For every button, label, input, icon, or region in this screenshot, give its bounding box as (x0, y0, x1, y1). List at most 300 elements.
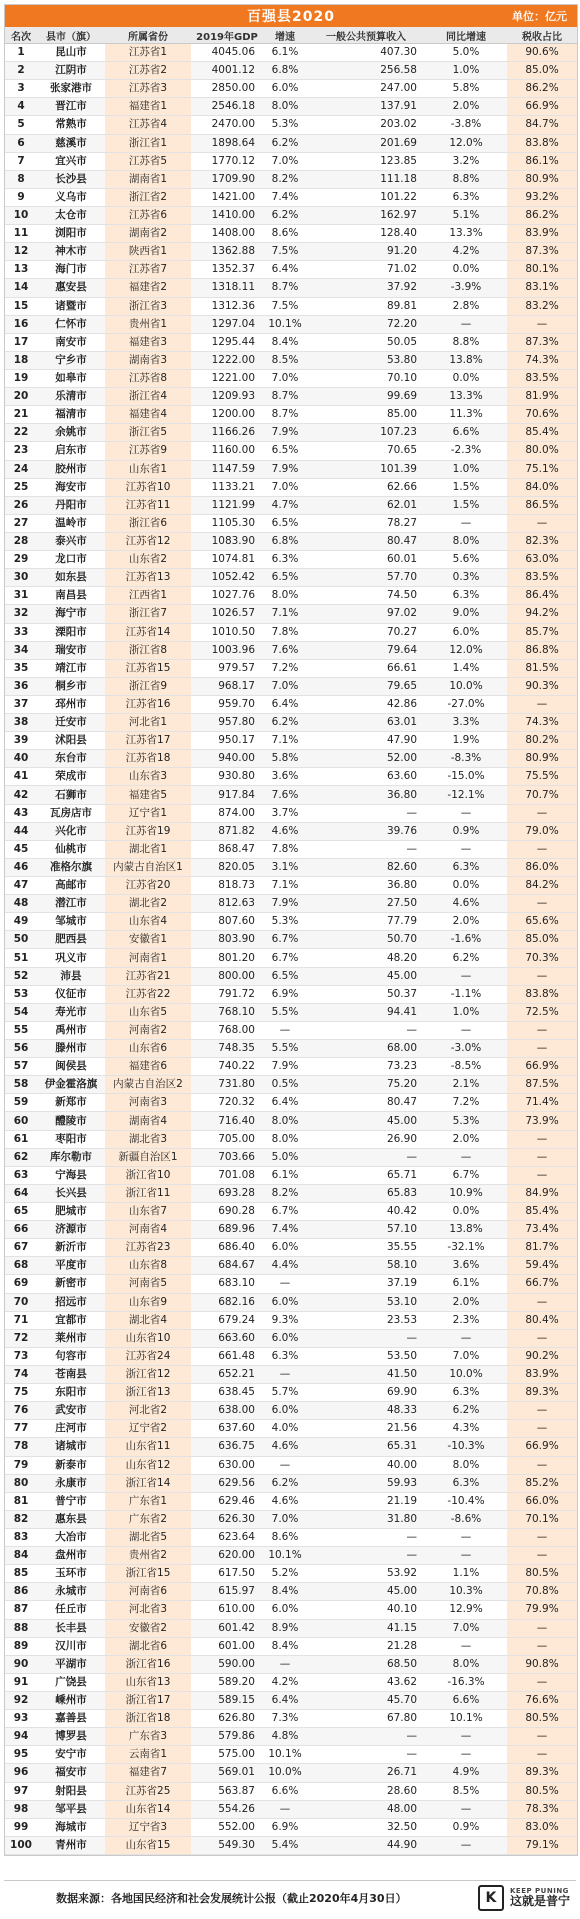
county-cell: 高邮市 (37, 877, 105, 895)
growth-cell: 7.4% (263, 188, 307, 206)
rankings-table (5, 27, 577, 1855)
rank-cell: 3 (5, 80, 37, 98)
tax-share-cell: — (507, 315, 577, 333)
yoy-cell: -10.4% (425, 1492, 507, 1510)
tax-share-cell: 85.0% (507, 931, 577, 949)
revenue-cell: 70.65 (307, 442, 425, 460)
province-cell: 浙江省9 (105, 677, 191, 695)
rank-cell: 59 (5, 1094, 37, 1112)
yoy-cell: 2.8% (425, 297, 507, 315)
rank-cell: 76 (5, 1402, 37, 1420)
revenue-cell: 67.80 (307, 1710, 425, 1728)
province-cell: 江苏省11 (105, 496, 191, 514)
growth-cell: 6.3% (263, 1347, 307, 1365)
gdp-cell: 589.15 (191, 1691, 263, 1709)
province-cell: 湖南省4 (105, 1112, 191, 1130)
rank-cell: 8 (5, 170, 37, 188)
gdp-cell: 868.47 (191, 840, 263, 858)
province-cell: 湖北省2 (105, 895, 191, 913)
table-row (5, 695, 577, 713)
rank-cell: 95 (5, 1746, 37, 1764)
table-row (5, 1800, 577, 1818)
table-row (5, 587, 577, 605)
growth-cell: 6.1% (263, 1166, 307, 1184)
table-row (5, 1728, 577, 1746)
table-row (5, 188, 577, 206)
tax-share-cell: 83.0% (507, 1818, 577, 1836)
source-note: 数据来源：各地国民经济和社会发展统计公报（截止2020年4月30日） (56, 1892, 407, 1905)
yoy-cell: 5.8% (425, 80, 507, 98)
county-cell: 江阴市 (37, 62, 105, 80)
table-row (5, 1239, 577, 1257)
tax-share-cell: 86.1% (507, 152, 577, 170)
growth-cell: 5.7% (263, 1384, 307, 1402)
province-cell: 江苏省17 (105, 732, 191, 750)
revenue-cell: — (307, 1746, 425, 1764)
rank-cell: 89 (5, 1637, 37, 1655)
county-cell: 济源市 (37, 1221, 105, 1239)
gdp-cell: 871.82 (191, 822, 263, 840)
revenue-cell: 203.02 (307, 116, 425, 134)
yoy-cell: 2.1% (425, 1076, 507, 1094)
brand-text-cn: 这就是普宁 (509, 1894, 570, 1909)
revenue-cell: 41.15 (307, 1619, 425, 1637)
gdp-cell: 1312.36 (191, 297, 263, 315)
gdp-cell: 638.00 (191, 1402, 263, 1420)
rank-cell: 34 (5, 641, 37, 659)
yoy-cell: 6.3% (425, 1474, 507, 1492)
rank-cell: 51 (5, 949, 37, 967)
tax-share-cell: 80.5% (507, 1782, 577, 1800)
tax-share-cell: 84.0% (507, 478, 577, 496)
province-cell: 江苏省24 (105, 1347, 191, 1365)
growth-cell: 4.7% (263, 496, 307, 514)
county-cell: 溧阳市 (37, 623, 105, 641)
rank-cell: 23 (5, 442, 37, 460)
yoy-cell: -12.1% (425, 786, 507, 804)
province-cell: 江苏省8 (105, 369, 191, 387)
growth-cell: 4.2% (263, 1673, 307, 1691)
revenue-cell: 58.10 (307, 1257, 425, 1275)
province-cell: 浙江省15 (105, 1565, 191, 1583)
growth-cell: — (263, 1021, 307, 1039)
growth-cell: 6.0% (263, 80, 307, 98)
table-row (5, 1710, 577, 1728)
rank-cell: 90 (5, 1655, 37, 1673)
table-row (5, 369, 577, 387)
tax-share-cell: 66.0% (507, 1492, 577, 1510)
county-cell: 福清市 (37, 406, 105, 424)
county-cell: 沭阳县 (37, 732, 105, 750)
rank-cell: 99 (5, 1818, 37, 1836)
gdp-cell: 2546.18 (191, 98, 263, 116)
rank-cell: 6 (5, 134, 37, 152)
table-row (5, 1347, 577, 1365)
yoy-cell: 0.0% (425, 1203, 507, 1221)
province-cell: 安徽省1 (105, 931, 191, 949)
county-cell: 昆山市 (37, 44, 105, 62)
tax-share-cell: 89.3% (507, 1384, 577, 1402)
tax-share-cell: 73.4% (507, 1221, 577, 1239)
revenue-cell: 407.30 (307, 44, 425, 62)
col-header-revenue: 一般公共预算收入 (307, 27, 425, 44)
yoy-cell: 5.1% (425, 206, 507, 224)
yoy-cell: 5.0% (425, 44, 507, 62)
gdp-cell: 1295.44 (191, 333, 263, 351)
province-cell: 山东省2 (105, 551, 191, 569)
gdp-cell: 818.73 (191, 877, 263, 895)
gdp-cell: 701.08 (191, 1166, 263, 1184)
county-cell: 南昌县 (37, 587, 105, 605)
gdp-cell: 690.28 (191, 1203, 263, 1221)
province-cell: 江苏省7 (105, 261, 191, 279)
growth-cell: 8.5% (263, 351, 307, 369)
revenue-cell: 70.27 (307, 623, 425, 641)
tax-share-cell: — (507, 804, 577, 822)
province-cell: 福建省2 (105, 279, 191, 297)
province-cell: 浙江省12 (105, 1365, 191, 1383)
table-row (5, 895, 577, 913)
table-row (5, 1565, 577, 1583)
revenue-cell: 40.00 (307, 1456, 425, 1474)
province-cell: 河南省1 (105, 949, 191, 967)
province-cell: 浙江省10 (105, 1166, 191, 1184)
table-row (5, 877, 577, 895)
revenue-cell: 32.50 (307, 1818, 425, 1836)
yoy-cell: -3.9% (425, 279, 507, 297)
county-cell: 潜江市 (37, 895, 105, 913)
gdp-cell: 959.70 (191, 695, 263, 713)
province-cell: 浙江省5 (105, 424, 191, 442)
province-cell: 浙江省16 (105, 1655, 191, 1673)
revenue-cell: — (307, 1547, 425, 1565)
county-cell: 海门市 (37, 261, 105, 279)
gdp-cell: 748.35 (191, 1040, 263, 1058)
growth-cell: 9.3% (263, 1311, 307, 1329)
revenue-cell: 48.00 (307, 1800, 425, 1818)
county-cell: 温岭市 (37, 514, 105, 532)
rank-cell: 14 (5, 279, 37, 297)
province-cell: 湖北省6 (105, 1637, 191, 1655)
yoy-cell: 13.3% (425, 225, 507, 243)
gdp-cell: 4045.06 (191, 44, 263, 62)
table-row (5, 1384, 577, 1402)
revenue-cell: 44.90 (307, 1836, 425, 1854)
growth-cell: 7.0% (263, 677, 307, 695)
gdp-cell: 569.01 (191, 1764, 263, 1782)
tax-share-cell: 81.5% (507, 659, 577, 677)
growth-cell: 7.9% (263, 895, 307, 913)
province-cell: 辽宁省1 (105, 804, 191, 822)
rank-cell: 56 (5, 1040, 37, 1058)
province-cell: 山东省9 (105, 1293, 191, 1311)
tax-share-cell: 72.5% (507, 1003, 577, 1021)
county-cell: 安宁市 (37, 1746, 105, 1764)
growth-cell: 7.0% (263, 478, 307, 496)
tax-share-cell: 75.5% (507, 768, 577, 786)
county-cell: 宜都市 (37, 1311, 105, 1329)
revenue-cell: — (307, 804, 425, 822)
gdp-cell: 720.32 (191, 1094, 263, 1112)
tax-share-cell: 80.5% (507, 1565, 577, 1583)
county-cell: 仁怀市 (37, 315, 105, 333)
tax-share-cell: 71.4% (507, 1094, 577, 1112)
gdp-cell: 1421.00 (191, 188, 263, 206)
yoy-cell: 8.8% (425, 170, 507, 188)
table-row (5, 1836, 577, 1854)
province-cell: 河北省1 (105, 714, 191, 732)
county-cell: 肥西县 (37, 931, 105, 949)
growth-cell: 6.0% (263, 1293, 307, 1311)
revenue-cell: 63.01 (307, 714, 425, 732)
revenue-cell: 162.97 (307, 206, 425, 224)
county-cell: 邹城市 (37, 913, 105, 931)
province-cell: 广东省1 (105, 1492, 191, 1510)
growth-cell: 3.6% (263, 768, 307, 786)
growth-cell: 6.8% (263, 62, 307, 80)
tax-share-cell: 74.3% (507, 714, 577, 732)
tax-share-cell: — (507, 1728, 577, 1746)
growth-cell: 7.3% (263, 1710, 307, 1728)
yoy-cell: — (425, 1836, 507, 1854)
county-cell: 福安市 (37, 1764, 105, 1782)
revenue-cell: 77.79 (307, 913, 425, 931)
province-cell: 山东省5 (105, 1003, 191, 1021)
growth-cell: 6.2% (263, 714, 307, 732)
table-row (5, 478, 577, 496)
table-row (5, 985, 577, 1003)
county-cell: 瓦房店市 (37, 804, 105, 822)
gdp-cell: 689.96 (191, 1221, 263, 1239)
tax-share-cell: 73.9% (507, 1112, 577, 1130)
yoy-cell: 6.6% (425, 1691, 507, 1709)
tax-share-cell: 89.3% (507, 1764, 577, 1782)
revenue-cell: 107.23 (307, 424, 425, 442)
tax-share-cell: — (507, 840, 577, 858)
revenue-cell: 53.50 (307, 1347, 425, 1365)
yoy-cell: — (425, 804, 507, 822)
table-row (5, 858, 577, 876)
growth-cell: 4.6% (263, 1438, 307, 1456)
county-cell: 胶州市 (37, 460, 105, 478)
yoy-cell: 12.0% (425, 134, 507, 152)
county-cell: 余姚市 (37, 424, 105, 442)
rank-cell: 20 (5, 388, 37, 406)
table-row (5, 822, 577, 840)
county-cell: 启东市 (37, 442, 105, 460)
gdp-cell: 610.00 (191, 1601, 263, 1619)
growth-cell: 8.7% (263, 406, 307, 424)
tax-share-cell: 63.0% (507, 551, 577, 569)
yoy-cell: 0.0% (425, 369, 507, 387)
county-cell: 海宁市 (37, 605, 105, 623)
revenue-cell: 21.28 (307, 1637, 425, 1655)
yoy-cell: 4.3% (425, 1420, 507, 1438)
rank-cell: 92 (5, 1691, 37, 1709)
growth-cell: 5.0% (263, 1148, 307, 1166)
tax-share-cell: 65.6% (507, 913, 577, 931)
growth-cell: 10.1% (263, 1547, 307, 1565)
province-cell: 河南省6 (105, 1583, 191, 1601)
province-cell: 河北省2 (105, 1402, 191, 1420)
province-cell: 广东省2 (105, 1510, 191, 1528)
revenue-cell: 31.80 (307, 1510, 425, 1528)
county-cell: 闽侯县 (37, 1058, 105, 1076)
growth-cell: 5.5% (263, 1040, 307, 1058)
province-cell: 福建省1 (105, 98, 191, 116)
province-cell: 新疆自治区1 (105, 1148, 191, 1166)
rank-cell: 87 (5, 1601, 37, 1619)
table-row (5, 714, 577, 732)
tax-share-cell: 78.3% (507, 1800, 577, 1818)
table-row (5, 1257, 577, 1275)
growth-cell: 8.4% (263, 1637, 307, 1655)
county-cell: 准格尔旗 (37, 858, 105, 876)
footer (4, 1880, 576, 1915)
tax-share-cell: 79.0% (507, 822, 577, 840)
yoy-cell: — (425, 1547, 507, 1565)
table-row (5, 1764, 577, 1782)
county-cell: 仪征市 (37, 985, 105, 1003)
county-cell: 枣阳市 (37, 1130, 105, 1148)
tax-share-cell: 75.1% (507, 460, 577, 478)
province-cell: 山东省14 (105, 1800, 191, 1818)
province-cell: 陕西省1 (105, 243, 191, 261)
revenue-cell: 36.80 (307, 786, 425, 804)
province-cell: 江苏省16 (105, 695, 191, 713)
county-cell: 兴化市 (37, 822, 105, 840)
growth-cell: 5.3% (263, 913, 307, 931)
county-cell: 南安市 (37, 333, 105, 351)
province-cell: 山东省15 (105, 1836, 191, 1854)
revenue-cell: 128.40 (307, 225, 425, 243)
table-row (5, 768, 577, 786)
county-cell: 张家港市 (37, 80, 105, 98)
tax-share-cell: 83.1% (507, 279, 577, 297)
rank-cell: 7 (5, 152, 37, 170)
tax-share-cell: 87.3% (507, 243, 577, 261)
yoy-cell: 7.0% (425, 1347, 507, 1365)
rank-cell: 98 (5, 1800, 37, 1818)
rank-cell: 10 (5, 206, 37, 224)
revenue-cell: 256.58 (307, 62, 425, 80)
tax-share-cell: 70.3% (507, 949, 577, 967)
yoy-cell: 12.9% (425, 1601, 507, 1619)
table-row (5, 1456, 577, 1474)
growth-cell: 6.0% (263, 1239, 307, 1257)
rank-cell: 22 (5, 424, 37, 442)
county-cell: 龙口市 (37, 551, 105, 569)
table-header-row (5, 27, 577, 44)
growth-cell: 6.5% (263, 967, 307, 985)
gdp-cell: 1121.99 (191, 496, 263, 514)
brand-logo (478, 1883, 570, 1913)
brand-text-en: KEEP PUNING (509, 1886, 569, 1895)
tax-share-cell: 83.9% (507, 225, 577, 243)
growth-cell: 4.6% (263, 822, 307, 840)
county-cell: 盘州市 (37, 1547, 105, 1565)
revenue-cell: 53.92 (307, 1565, 425, 1583)
tax-share-cell: — (507, 895, 577, 913)
revenue-cell: 66.61 (307, 659, 425, 677)
table-row (5, 913, 577, 931)
tax-share-cell: 85.2% (507, 1474, 577, 1492)
province-cell: 福建省6 (105, 1058, 191, 1076)
revenue-cell: 35.55 (307, 1239, 425, 1257)
yoy-cell: 0.9% (425, 822, 507, 840)
county-cell: 惠东县 (37, 1510, 105, 1528)
gdp-cell: 2850.00 (191, 80, 263, 98)
county-cell: 浏阳市 (37, 225, 105, 243)
gdp-cell: 637.60 (191, 1420, 263, 1438)
province-cell: 内蒙古自治区1 (105, 858, 191, 876)
revenue-cell: 45.00 (307, 967, 425, 985)
gdp-cell: 1362.88 (191, 243, 263, 261)
province-cell: 福建省7 (105, 1764, 191, 1782)
brand-text (510, 1888, 570, 1909)
rank-cell: 73 (5, 1347, 37, 1365)
rank-cell: 15 (5, 297, 37, 315)
province-cell: 江西省1 (105, 587, 191, 605)
gdp-cell: 652.21 (191, 1365, 263, 1383)
province-cell: 江苏省5 (105, 152, 191, 170)
table-row (5, 1094, 577, 1112)
rank-cell: 67 (5, 1239, 37, 1257)
yoy-cell: 6.6% (425, 424, 507, 442)
province-cell: 广东省3 (105, 1728, 191, 1746)
rank-cell: 45 (5, 840, 37, 858)
revenue-cell: 26.90 (307, 1130, 425, 1148)
yoy-cell: 6.3% (425, 858, 507, 876)
rank-cell: 1 (5, 44, 37, 62)
gdp-cell: 1074.81 (191, 551, 263, 569)
province-cell: 湖南省2 (105, 225, 191, 243)
tax-share-cell: 84.2% (507, 877, 577, 895)
gdp-cell: 1003.96 (191, 641, 263, 659)
revenue-cell: 94.41 (307, 1003, 425, 1021)
table-row (5, 243, 577, 261)
rank-cell: 44 (5, 822, 37, 840)
tax-share-cell: 90.6% (507, 44, 577, 62)
province-cell: 江苏省9 (105, 442, 191, 460)
rank-cell: 17 (5, 333, 37, 351)
tax-share-cell: 83.5% (507, 569, 577, 587)
gdp-cell: 930.80 (191, 768, 263, 786)
province-cell: 浙江省17 (105, 1691, 191, 1709)
gdp-cell: 638.45 (191, 1384, 263, 1402)
tax-share-cell: 66.7% (507, 1275, 577, 1293)
rank-cell: 2 (5, 62, 37, 80)
revenue-cell: 78.27 (307, 514, 425, 532)
growth-cell: 6.4% (263, 261, 307, 279)
tax-share-cell: 79.1% (507, 1836, 577, 1854)
province-cell: 江苏省6 (105, 206, 191, 224)
table-row (5, 1275, 577, 1293)
province-cell: 江苏省20 (105, 877, 191, 895)
table-row (5, 1112, 577, 1130)
tax-share-cell: 86.8% (507, 641, 577, 659)
col-header-tax-share: 税收占比 (507, 27, 577, 44)
gdp-cell: 626.80 (191, 1710, 263, 1728)
county-cell: 博罗县 (37, 1728, 105, 1746)
yoy-cell: — (425, 315, 507, 333)
rank-cell: 21 (5, 406, 37, 424)
growth-cell: 8.6% (263, 1528, 307, 1546)
province-cell: 山东省10 (105, 1329, 191, 1347)
gdp-cell: 601.42 (191, 1619, 263, 1637)
rank-cell: 79 (5, 1456, 37, 1474)
rank-cell: 46 (5, 858, 37, 876)
